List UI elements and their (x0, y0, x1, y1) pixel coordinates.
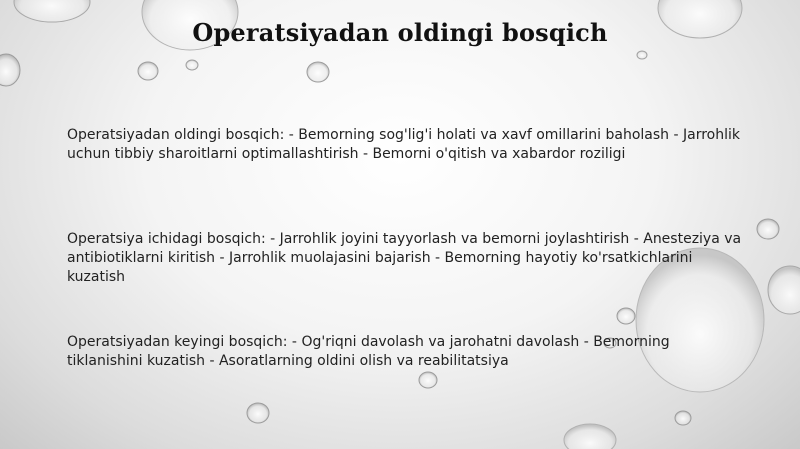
slide-title: Operatsiyadan oldingi bosqich (192, 18, 608, 47)
droplet (564, 424, 616, 449)
droplet (186, 60, 198, 70)
droplet (307, 62, 329, 82)
droplet (675, 411, 691, 425)
droplet (247, 403, 269, 423)
droplet (419, 372, 437, 388)
droplet (617, 308, 635, 324)
droplet (768, 266, 800, 314)
droplet (757, 219, 779, 239)
droplet (637, 51, 647, 59)
droplet (0, 54, 20, 86)
paragraph-preoperative: Operatsiyadan oldingi bosqich: - Bemorning sog'lig'i holati va xavf omillarini baholash - Jarrohlik uchun tibbiy sharoitlarni optimallashtirish - Bemorni o'qitish va xabardor roziligi (67, 127, 740, 162)
droplet (138, 62, 158, 80)
paragraph-postoperative: Operatsiyadan keyingi bosqich: - Og'riqni davolash va jarohatni davolash - Bemorning tiklanishini kuzatish - Asoratlarning oldini olish va reabilitatsiya (67, 334, 670, 369)
paragraph-intraoperative: Operatsiya ichidagi bosqich: - Jarrohlik joyini tayyorlash va bemorni joylashtirish - Anesteziya va antibiotiklarni kiritish - Jarrohlik muolajasini bajarish - Bemorning hayotiy ko'rsatkichlarini kuzatish (67, 231, 742, 285)
